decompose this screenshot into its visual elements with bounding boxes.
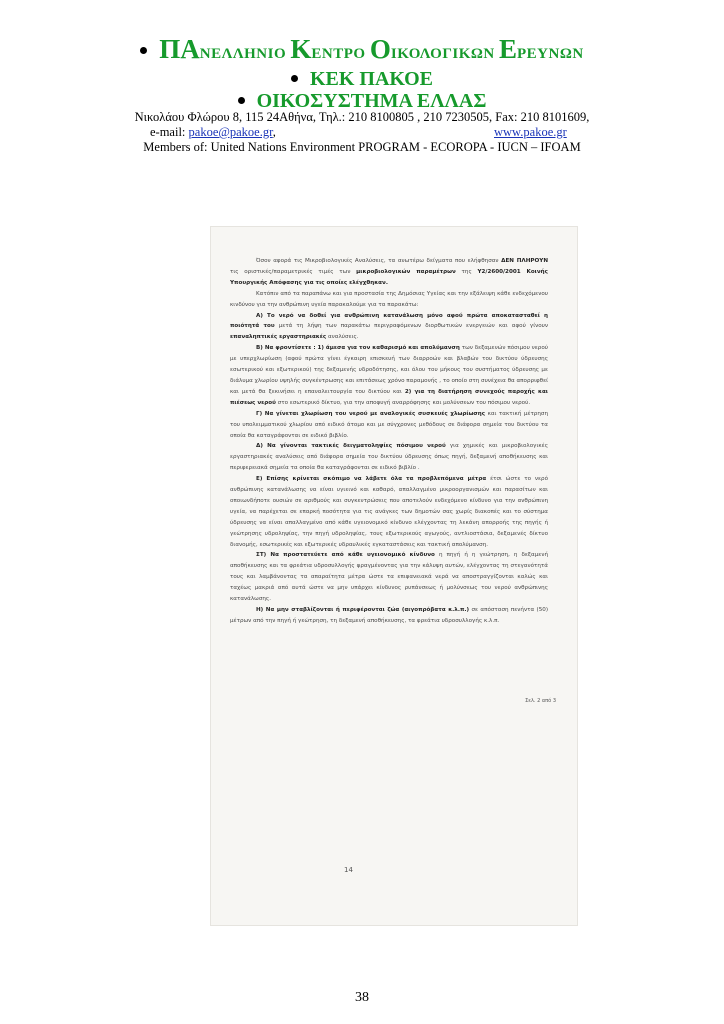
subtitle-kek: ΚΕΚ ΠΑΚΟΕ [0, 68, 724, 91]
scan-paragraph-b: Β) Να φροντίσετε : 1) άμεσα για τον καθαρισμό και απολύμανση των δεξαμενών πόσιμου νερού με υπερχλωρίωση (αφού πρώτα γίνει έγκαιρη επισκευή των διαρροών και βλαβών του δικτύου ύδρευσης εσωτερικού και εξωτερικού) της δεξαμενής υδροδότησης, και όλου του μήκους του συστήματος ύδρευσης με διάλυμα χλωρίου υψηλής συγκέντρωσης και επιτάσεως χρόνο παραμονής , το οποίο στη συνέχεια θα απορριφθεί και μετά θα ξεκινήσει η επαναλειτουργία του δικτύου και 2) για τη διατήρηση συνεχούς παροχής και πιέσεως νερού στο εσωτερικό δίκτυο, για την αποφυγή αναρρόφησης και μολύνσεων του πόσιμου νερού. [230, 345, 549, 406]
scan-paragraph-st: ΣΤ) Να προστατεύετε από κάθε υγειονομικό κίνδυνο η πηγή ή η γεώτρηση, η δεξαμενή αποθήκευσης και τα φρεάτια υδροσυλλογής φραγμένοντας για την κάλυψη αυτών, ελέγχοντας τη στεγανότητά τους και λαμβάνοντας τα απαραίτητα μέτρα ώστε τα επιφανειακά νερά να αποστραγγίζονται καλώς και ταχέως μακριά από αυτά ώστε να μην υπάρχει κίνδυνος ρυπάνσεως ή μολύνσεως του νερού ανθρώπινης κατανάλωσης. [230, 552, 548, 603]
bullet-icon [291, 75, 298, 82]
scan-page-number: 14 [344, 866, 353, 874]
scan-paragraph-e: Ε) Επίσης κρίνεται σκόπιμο να λάβετε όλα τα προβλεπόμενα μέτρα έτσι ώστε το νερό ανθρώπινης κατανάλωσης να είναι υγιεινό και καθαρό, απαλλαγμένο μικροοργανισμών και παρασίτων και οποιωνδήποτε ουσιών σε αριθμούς και συγκεντρώσεις που αποτελούν ενδεχόμενο κίνδυνο για την ανθρώπινη υγεία, να παρέχεται σε επαρκή ποσότητα για τις ανάγκες των δημοτών σας χωρίς διακοπές και το σύστημα ύδρευσης να είναι απαλλαγμένο από κάθε υγειονομικό κίνδυνο ελέγχοντας τη λεκάνη απορροής της πηγής ή γεώτρησης υδροληψίας, την πηγή υδροληψίας, τους εξωτερικούς αγωγούς, αντλιοστάσια, δεξαμενές δίκτυο διανομής, εσωτερικές και εξωτερικές υδραυλικές εγκαταστάσεις και τακτική απολύμανση. [230, 476, 548, 548]
scan-paragraph-a: Α) Το νερό να δοθεί για ανθρώπινη κατανάλωση μόνο αφού πρώτα αποκατασταθεί η ποιότητά του μετά τη λήψη των παρακάτω περιγραφόμενων διορθωτικών ενεργειών και αφού γίνουν επαναληπτικές εργαστηριακές αναλύσεις. [230, 312, 548, 341]
scan-paragraph-c: Γ) Να γίνεται χλωρίωση του νερού με αναλογικές συσκευές χλωρίωσης και τακτική μέτρηση του υπολειμματικού χλωρίου από ειδικό άτομο και με σύγχρονες μεθόδους σε διάφορα σημεία του δικτύου τα οποία θα καταγράφονται σε ειδικό βιβλίο. [230, 410, 548, 439]
email-link[interactable]: pakoe@pakoe.gr [188, 125, 273, 139]
bullet-icon [238, 97, 245, 104]
bullet-icon [140, 47, 147, 54]
organization-name: ΠΑΝΕΛΛΗΝΙΟ ΚΕΝΤΡΟ ΟΙΚΟΛΟΓΙΚΩΝ ΕΡΕΥΝΩΝ [0, 34, 724, 65]
page-number: 38 [355, 990, 369, 1005]
membership-line: Members of: United Nations Environment PROGRAM - ECOROPA - IUCN – IFOAM [143, 140, 581, 154]
scan-paragraph-d: Δ) Να γίνονται τακτικές δειγματοληψίες πόσιμου νερού για χημικές και μικροβιολογικές εργαστηριακές αναλύσεις από διάφορα σημεία του δικτύου ύδρευσης όπως πηγή, δεξαμενή αποθήκευσης και περιφερειακά σημεία τα οποία θα καταγράφονται σε ειδικό βιβλίο . [230, 443, 548, 472]
scan-paragraph-h: Η) Να μην σταβλίζονται ή περιφέρονται ζώα (αιγοπρόβατα κ.λ.π.) σε απόσταση πενήντα (50) μέτρων από την πηγή ή γεώτρηση, τη δεξαμενή αποθήκευσης, τα φρεάτια υδροσυλλογής κ.λ.π. [230, 607, 549, 624]
scan-page-footer: Σελ. 2 από 3 [525, 698, 556, 704]
subtitle-ecosystem: ΟΙΚΟΣΥΣΤΗΜΑ ΕΛΛΑΣ [0, 90, 724, 113]
scanned-document [210, 226, 578, 926]
website-link[interactable]: www.pakoe.gr [494, 125, 567, 139]
scan-paragraph-intro: Όσον αφορά τις Μικροβιολογικές Αναλύσεις, τα ανωτέρω δείγματα που ελήφθησαν ΔΕΝ ΠΛΗΡΟΥΝ τις οριστικές/παραμετρικές τιμές των μικροβιολογικών παραμέτρων της Υ2/2600/2001 Κοινής Υπουργικής Απόφασης για τις οποίες ελέγχθηκαν. [230, 258, 548, 286]
scanned-document-text [230, 256, 548, 627]
scan-paragraph-request: Κατόπιν από τα παραπάνω και για προστασία της Δημόσιας Υγείας και την εξάλειψη κάθε ενδεχόμενου κινδύνου για την ανθρώπινη υγεία παρακαλούμε για τα παρακάτω: [230, 290, 548, 308]
address-line: Νικολάου Φλώρου 8, 115 24Αθήνα, Τηλ.: 210 8100805 , 210 7230505, Fax: 210 8101609, [134, 110, 590, 124]
